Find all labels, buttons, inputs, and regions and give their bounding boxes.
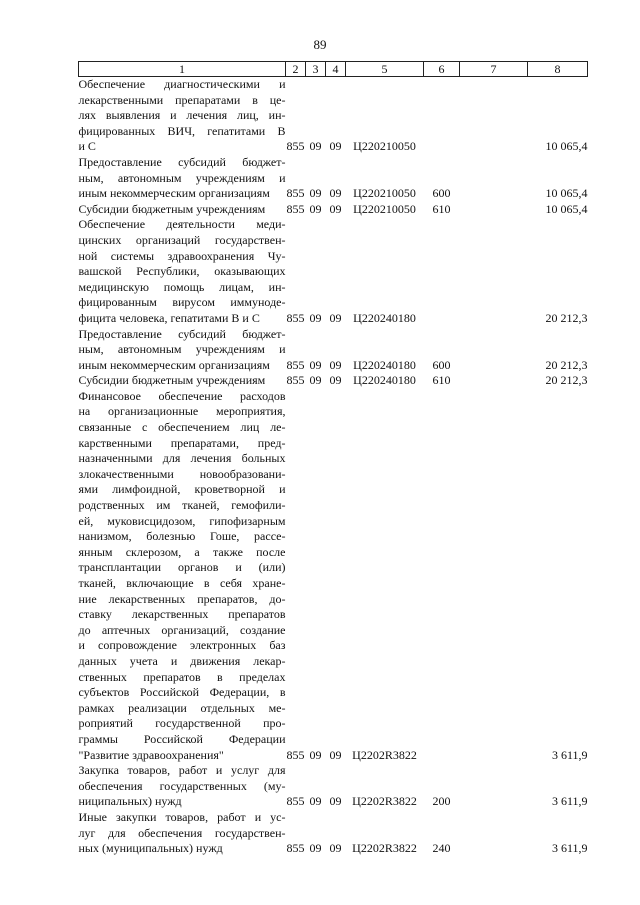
subsection-code-cell: 09 — [329, 747, 342, 762]
description-line: Финансовое обеспечение расходов — [78, 388, 286, 403]
ved-code-cell: 855 — [286, 357, 305, 372]
description-line: рамках реализации отдельных ме- — [78, 700, 286, 715]
table-row — [79, 810, 588, 857]
section-code-cell: 09 — [309, 186, 322, 201]
description-line: ями лимфоидной, кроветворной и — [78, 482, 286, 497]
description-line: ние лекарственных препаратов, до- — [78, 591, 286, 606]
column-7-cell — [460, 373, 528, 389]
header-col-8: 8 — [528, 62, 588, 77]
ved-code-cell: 855 — [286, 310, 305, 325]
header-col-4: 4 — [326, 62, 346, 77]
description-line: граммы Российской Федерации — [78, 731, 286, 746]
description-line: обеспечения государственных (му- — [78, 778, 286, 793]
subsection-code-cell: 09 — [329, 794, 342, 809]
description-line: ным, автономным учреждениям и — [78, 342, 286, 357]
subsection-code-cell: 09 — [329, 139, 342, 154]
target-article-cell: Ц220240180 — [353, 310, 416, 325]
ved-code-cell: 855 — [286, 186, 305, 201]
description-line: Иные закупки товаров, работ и ус- — [78, 809, 286, 824]
description-cell — [79, 202, 286, 218]
description-line: до аптечных организаций, создание — [78, 622, 286, 637]
section-code-cell: 09 — [309, 373, 322, 388]
subsection-code-cell: 09 — [329, 201, 342, 216]
description-line: карственными препаратами, пред- — [78, 435, 286, 450]
column-7-cell — [460, 155, 528, 202]
description-line: связанные с обеспечением лиц ле- — [78, 420, 286, 435]
description-line: Субсидии бюджетным учреждениям — [78, 373, 266, 388]
table-body — [79, 77, 588, 857]
section-code-cell: 09 — [309, 357, 322, 372]
amount-cell: 20 212,3 — [545, 373, 588, 388]
amount-cell: 10 065,4 — [545, 201, 588, 216]
table-row — [79, 763, 588, 810]
description-line: трансплантации органов и (или) — [78, 560, 286, 575]
table-row — [79, 77, 588, 155]
description-cell — [79, 217, 286, 326]
description-line: Обеспечение диагностическими и — [78, 77, 286, 91]
subsection-code-cell: 09 — [329, 310, 342, 325]
amount-cell: 3 611,9 — [551, 794, 588, 809]
description-line: ственных препаратов в пределах — [78, 669, 286, 684]
column-7-cell — [460, 389, 528, 763]
target-article-cell: Ц220210050 — [353, 201, 416, 216]
description-line: "Развитие здравоохранения" — [78, 747, 224, 762]
target-article-cell: Ц220240180 — [353, 357, 416, 372]
amount-cell: 10 065,4 — [545, 139, 588, 154]
ved-code-cell: 855 — [286, 373, 305, 388]
description-line: и С — [78, 139, 96, 154]
amount-cell: 20 212,3 — [545, 357, 588, 372]
description-line: медицинскую помощь лицам, ин- — [78, 279, 286, 294]
description-line: родственных им тканей, гемофили- — [78, 498, 286, 513]
section-code-cell: 09 — [309, 841, 322, 856]
description-line: на организационные мероприятия, — [78, 404, 286, 419]
description-cell — [79, 77, 286, 155]
description-line: Закупка товаров, работ и услуг для — [78, 763, 286, 778]
table-row — [79, 155, 588, 202]
description-line: луг для обеспечения государствен- — [78, 825, 286, 840]
column-7-cell — [460, 202, 528, 218]
column-7-cell — [460, 763, 528, 810]
description-line: и сопровождение электронных баз — [78, 638, 286, 653]
target-article-cell: Ц220210050 — [353, 186, 416, 201]
description-line: ных (муниципальных) нужд — [78, 841, 223, 856]
ved-code-cell: 855 — [286, 201, 305, 216]
table-row — [79, 202, 588, 218]
section-code-cell: 09 — [309, 747, 322, 762]
description-line: данных учета и движения лекар- — [78, 653, 286, 668]
amount-cell: 3 611,9 — [551, 841, 588, 856]
expense-type-cell: 240 — [432, 841, 451, 856]
expense-type-cell: 600 — [432, 186, 451, 201]
expense-type-cell: 610 — [432, 373, 451, 388]
column-7-cell — [460, 77, 528, 155]
description-line: иным некоммерческим организациям — [78, 357, 270, 372]
header-col-7: 7 — [460, 62, 528, 77]
table-row — [79, 217, 588, 326]
description-line: Предоставление субсидий бюджет- — [78, 154, 286, 169]
amount-cell: 3 611,9 — [551, 747, 588, 762]
description-line: лекарственными препаратами в це- — [78, 92, 286, 107]
expense-type-cell — [424, 217, 460, 326]
table-row — [79, 373, 588, 389]
subsection-code-cell: 09 — [329, 357, 342, 372]
expense-type-cell — [424, 389, 460, 763]
description-line: роприятий государственной про- — [78, 716, 286, 731]
description-line: тканей, включающие в себя хране- — [78, 576, 286, 590]
column-7-cell — [460, 327, 528, 374]
ved-code-cell: 855 — [286, 139, 305, 154]
header-col-3: 3 — [306, 62, 326, 77]
section-code-cell: 09 — [309, 139, 322, 154]
description-cell — [79, 373, 286, 389]
description-line: нанизмом, болезнью Гоше, рассе- — [78, 529, 286, 544]
section-code-cell: 09 — [309, 794, 322, 809]
column-7-cell — [460, 810, 528, 857]
expense-type-cell: 200 — [432, 794, 451, 809]
ved-code-cell: 855 — [286, 794, 305, 809]
description-line: ей, муковисцидозом, гипофизарным — [78, 513, 286, 528]
description-line: ной системы здравоохранения Чу- — [78, 248, 286, 263]
description-cell — [79, 389, 286, 763]
table-row — [79, 389, 588, 763]
ved-code-cell: 855 — [286, 841, 305, 856]
expense-type-cell: 610 — [432, 201, 451, 216]
ved-code-cell: 855 — [286, 747, 305, 762]
amount-cell: 10 065,4 — [545, 186, 588, 201]
description-line: ным, автономным учреждениям и — [78, 170, 286, 185]
description-line: фицита человека, гепатитами В и С — [78, 310, 260, 325]
description-line: иным некоммерческим организациям — [78, 186, 270, 201]
section-code-cell: 09 — [309, 310, 322, 325]
description-line: субъектов Российской Федерации, в — [78, 685, 286, 700]
table-header-row — [79, 62, 588, 77]
description-line: вашской Республики, оказывающих — [78, 264, 286, 279]
description-cell — [79, 155, 286, 202]
expense-type-cell — [424, 77, 460, 155]
header-col-6: 6 — [424, 62, 460, 77]
description-line: ставку лекарственных препаратов — [78, 607, 286, 622]
subsection-code-cell: 09 — [329, 186, 342, 201]
description-line: Предоставление субсидий бюджет- — [78, 326, 286, 341]
table-row — [79, 327, 588, 374]
description-line: цинских организаций государствен- — [78, 232, 286, 247]
target-article-cell: Ц220240180 — [353, 373, 416, 388]
page-number: 89 — [313, 37, 327, 52]
description-line: назначенными для лечения больных — [78, 451, 286, 466]
header-col-1: 1 — [79, 62, 286, 77]
description-line: фицированным вирусом иммуноде- — [78, 295, 286, 310]
description-cell — [79, 763, 286, 810]
subsection-code-cell: 09 — [329, 373, 342, 388]
amount-cell: 20 212,3 — [545, 310, 588, 325]
budget-table — [78, 61, 588, 857]
description-line: Обеспечение деятельности меди- — [78, 217, 286, 232]
description-line: лях выявления и лечения лиц, ин- — [78, 108, 286, 123]
header-col-2: 2 — [286, 62, 306, 77]
description-line: ниципальных) нужд — [78, 794, 182, 809]
description-cell — [79, 327, 286, 374]
target-article-cell: Ц220210050 — [353, 139, 416, 154]
description-line: янным склерозом, а также после — [78, 544, 286, 559]
column-7-cell — [460, 217, 528, 326]
description-line: Субсидии бюджетным учреждениям — [78, 201, 266, 216]
description-line: злокачественными новообразовани- — [78, 466, 286, 481]
description-line: фицированных ВИЧ, гепатитами В — [78, 123, 286, 138]
target-article-cell: Ц2202R3822 — [352, 747, 417, 762]
header-col-5: 5 — [346, 62, 424, 77]
description-cell — [79, 810, 286, 857]
target-article-cell: Ц2202R3822 — [352, 794, 417, 809]
subsection-code-cell: 09 — [329, 841, 342, 856]
expense-type-cell: 600 — [432, 357, 451, 372]
section-code-cell: 09 — [309, 201, 322, 216]
target-article-cell: Ц2202R3822 — [352, 841, 417, 856]
